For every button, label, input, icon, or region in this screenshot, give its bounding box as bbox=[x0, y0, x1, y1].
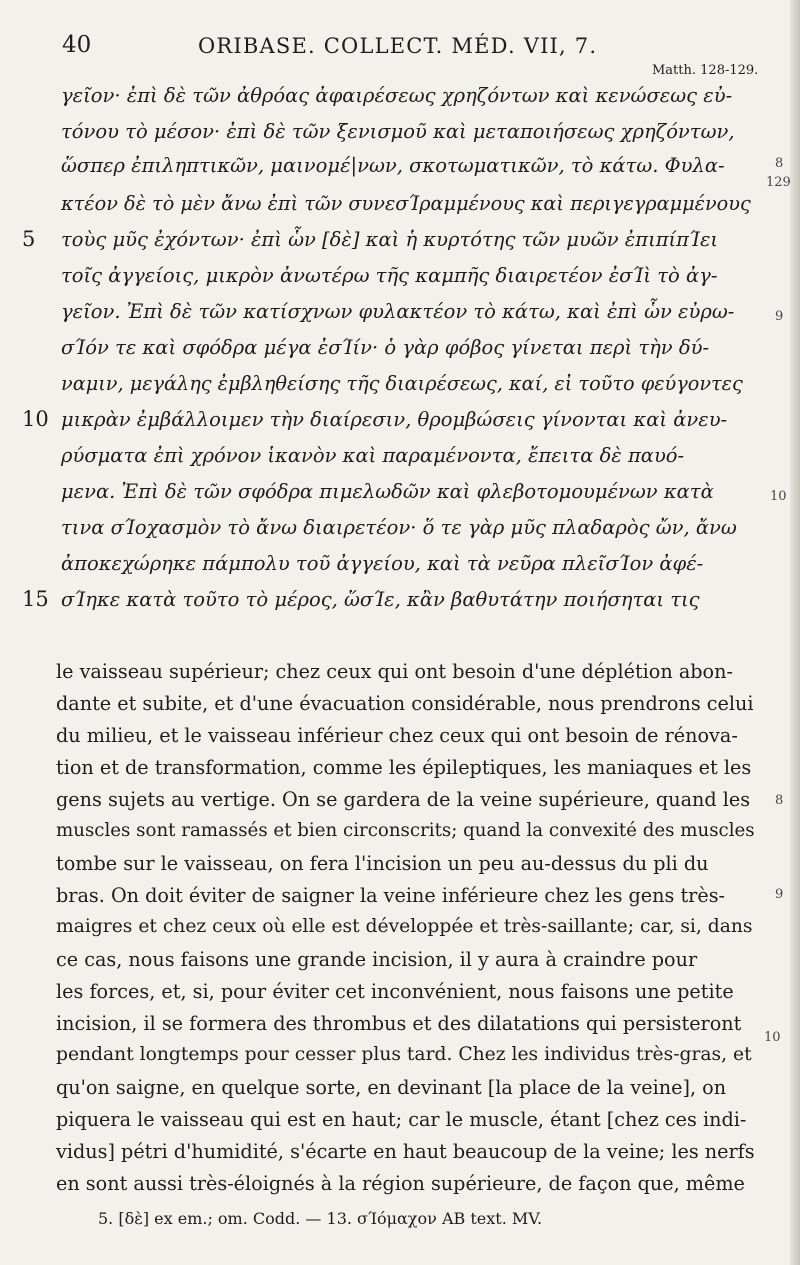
french-line: tombe sur le vaisseau, on fera l'incision un peu au-dessus du pli du bbox=[56, 852, 709, 875]
french-line: ce cas, nous faisons une grande incision, il y aura à craindre pour bbox=[56, 948, 698, 971]
greek-line: ναμιν, μεγάλης ἐμβληθείσης τῆς διαιρέσεως, καί, εἰ τοῦτο φεύγοντες bbox=[61, 372, 743, 395]
greek-line: τοῖς ἀγγείοις, μικρὸν ἀνωτέρω τῆς καμπῆς διαιρετέον ἐσΊὶ τὸ ἀγ- bbox=[61, 264, 718, 287]
french-line: bras. On doit éviter de saigner la veine inférieure chez les gens très- bbox=[56, 884, 726, 907]
margin-reference: 10 bbox=[764, 1030, 781, 1045]
margin-reference: 9 bbox=[775, 309, 784, 324]
french-line: muscles sont ramassés et bien circonscrits; quand la convexité des muscles bbox=[56, 820, 755, 841]
french-line: le vaisseau supérieur; chez ceux qui ont besoin d'une déplétion abon- bbox=[56, 660, 733, 683]
greek-line: γεῖον· ἐπὶ δὲ τῶν ἀθρόας ἀφαιρέσεως χρηζόντων καὶ κενώσεως εὐ- bbox=[61, 84, 733, 107]
greek-line: γεῖον. Ἐπὶ δὲ τῶν κατίσχνων φυλακτέον τὸ κάτω, καὶ ἐπὶ ὧν εὐρω- bbox=[61, 300, 735, 323]
greek-line: μικρὰν ἐμβάλλοιμεν τὴν διαίρεσιν, θρομβώσεις γίνονται καὶ ἀνευ- bbox=[61, 408, 728, 431]
greek-line: τοὺς μῦς ἐχόντων· ἐπὶ ὧν [δὲ] καὶ ἡ κυρτότης τῶν μυῶν ἐπιπίπΊει bbox=[61, 228, 719, 251]
french-line: en sont aussi très-éloignés à la région supérieure, de façon que, même bbox=[56, 1172, 745, 1195]
greek-line: ἀποκεχώρηκε πάμπολυ τοῦ ἀγγείου, καὶ τὰ νεῦρα πλεῖσΊον ἀφέ- bbox=[61, 552, 704, 575]
line-number: 10 bbox=[22, 407, 49, 431]
page-edge bbox=[790, 0, 800, 1265]
page-header bbox=[0, 0, 800, 90]
margin-reference: 10 bbox=[770, 489, 787, 504]
french-line: vidus] pétri d'humidité, s'écarte en haut beaucoup de la veine; les nerfs bbox=[56, 1140, 755, 1163]
greek-line: σΊόν τε καὶ σφόδρα μέγα ἐσΊίν· ὁ γὰρ φόβος γίνεται περὶ τὴν δύ- bbox=[61, 336, 710, 359]
line-number: 15 bbox=[22, 587, 49, 611]
running-title: ORIBASE. COLLECT. MÉD. VII, 7. bbox=[198, 34, 598, 58]
greek-line: τινα σΊοχασμὸν τὸ ἄνω διαιρετέον· ὅ τε γὰρ μῦς πλαδαρὸς ὤν, ἄνω bbox=[61, 516, 737, 539]
french-line: piquera le vaisseau qui est en haut; car le muscle, étant [chez ces indi- bbox=[56, 1108, 747, 1131]
french-line: gens sujets au vertige. On se gardera de la veine supérieure, quand les bbox=[56, 788, 751, 811]
margin-reference: 129 bbox=[766, 175, 791, 190]
page-number: 40 bbox=[62, 32, 92, 58]
french-line: du milieu, et le vaisseau inférieur chez ceux qui ont besoin de rénova- bbox=[56, 724, 738, 747]
greek-line: ὥσπερ ἐπιληπτικῶν, μαινομέ|νων, σκοτωματικῶν, τὸ κάτω. Φυλα- bbox=[61, 154, 725, 177]
french-line: les forces, et, si, pour éviter cet inconvénient, nous faisons une petite bbox=[56, 980, 734, 1003]
line-number: 5 bbox=[22, 227, 36, 251]
french-line: qu'on saigne, en quelque sorte, en devinant [la place de la veine], on bbox=[56, 1076, 727, 1099]
french-line: incision, il se formera des thrombus et des dilatations qui persisteront bbox=[56, 1012, 742, 1035]
greek-line: τόνου τὸ μέσον· ἐπὶ δὲ τῶν ξενισμοῦ καὶ μεταποιήσεως χρηζόντων, bbox=[61, 120, 735, 143]
greek-line: μενα. Ἐπὶ δὲ τῶν σφόδρα πιμελωδῶν καὶ φλεβοτομουμένων κατὰ bbox=[61, 480, 714, 503]
french-line: maigres et chez ceux où elle est développée et très-saillante; car, si, dans bbox=[56, 916, 753, 937]
matthaei-reference: Matth. 128-129. bbox=[652, 63, 759, 78]
margin-reference: 9 bbox=[775, 887, 784, 902]
french-line: dante et subite, et d'une évacuation considérable, nous prendrons celui bbox=[56, 692, 754, 715]
footnote: 5. [δὲ] ex em.; om. Codd. — 13. σΊόμαχον AB text. MV. bbox=[98, 1209, 543, 1228]
french-line: pendant longtemps pour cesser plus tard. Chez les individus très-gras, et bbox=[56, 1044, 752, 1065]
margin-reference: 8 bbox=[775, 793, 784, 808]
greek-line: σΊηκε κατὰ τοῦτο τὸ μέρος, ὥσΊε, κἂν βαθυτάτην ποιήσηται τις bbox=[61, 588, 700, 611]
margin-reference: 8 bbox=[775, 156, 784, 171]
greek-line: ρύσματα ἐπὶ χρόνον ἱκανὸν καὶ παραμένοντα, ἔπειτα δὲ παυό- bbox=[61, 444, 685, 467]
french-line: tion et de transformation, comme les épileptiques, les maniaques et les bbox=[56, 756, 752, 779]
greek-line: κτέον δὲ τὸ μὲν ἄνω ἐπὶ τῶν συνεσΊραμμένους καὶ περιγεγραμμένους bbox=[61, 192, 751, 215]
